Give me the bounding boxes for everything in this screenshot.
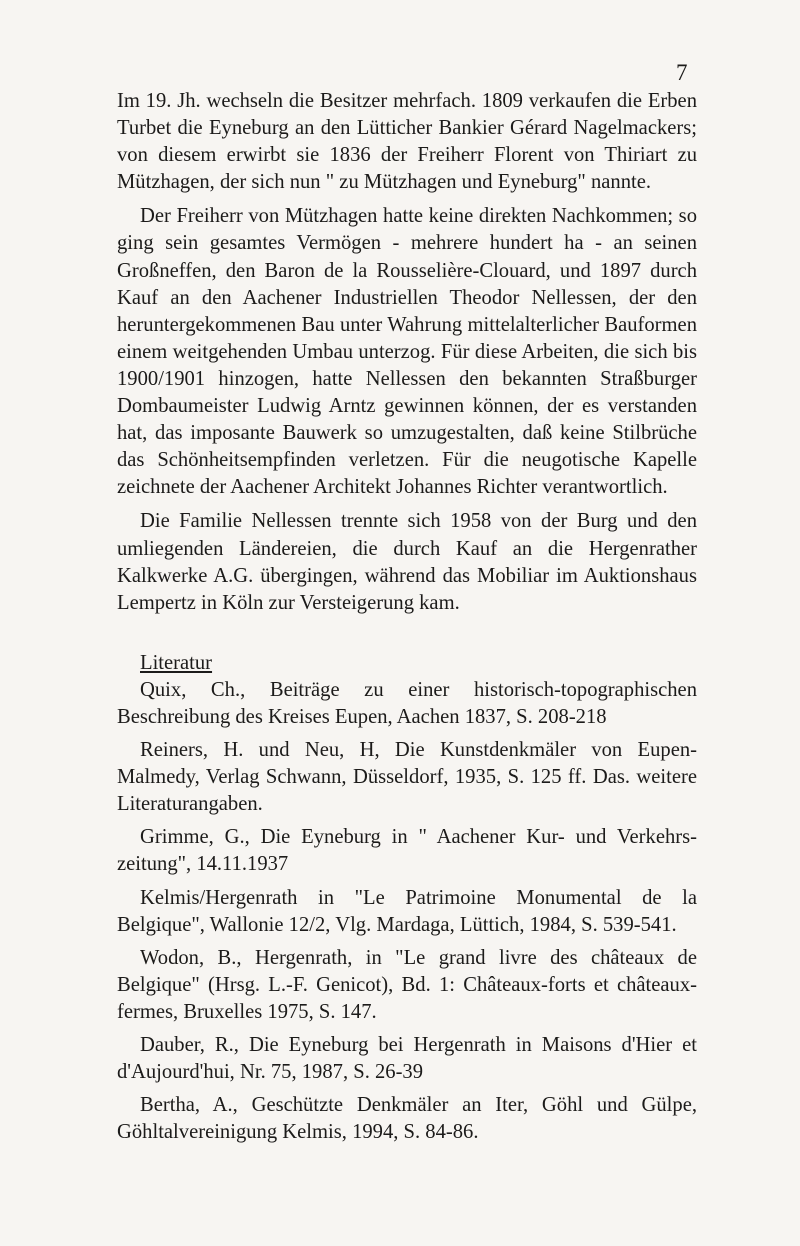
literature-entry: Grimme, G., Die Eyneburg in " Aachener Kur- und Verkehrs-zeitung", 14.11.1937 — [117, 826, 697, 876]
paragraph-sale-1958: Die Familie Nellessen trennte sich 1958 von der Burg und den umliegenden Ländereien, die durch Kauf an die Hergenrather Kalkwerke A.G. übergingen, während das Mobiliar im Auktionshaus Lempertz in Köln zur Versteigerung kam. — [117, 510, 697, 614]
literature-entry: Wodon, B., Hergenrath, in "Le grand livre des châteaux de Belgique" (Hrsg. L.-F. Genicot), Bd. 1: Châteaux-forts et châteaux-fermes, Bruxelles 1975, S. 147. — [117, 946, 697, 1023]
literature-entry: Reiners, H. und Neu, H, Die Kunstdenkmäler von Eupen-Malmedy, Verlag Schwann, Düsseldorf, 1935, S. 125 ff. Das. weitere Literaturangaben. — [117, 739, 697, 816]
literature-list — [117, 677, 697, 1147]
paragraph-owners-19th-century: Im 19. Jh. wechseln die Besitzer mehrfach. 1809 verkaufen die Erben Turbet die Eyneburg an den Lütticher Bankier Gérard Nagelmackers; von diesem erwirbt sie 1836 der Freiherr Florent von Thiriart zu Mützhagen, der sich nun " zu Mützhagen und Eyneburg" nannte. — [117, 90, 697, 194]
page-number: 7 — [676, 60, 688, 85]
paragraph-nellessen-renovation: Der Freiherr von Mützhagen hatte keine direkten Nachkommen; so ging sein gesamtes Vermögen - mehrere hundert ha - an seinen Großneffen, den Baron de la Rousselière-Clouard, und 1897 durch Kauf an den Aachener Industriellen Theodor Nellessen, der den heruntergekommenen Bau unter Wahrung mittelalterlicher Bauformen einem weitgehenden Umbau unterzog. Für diese Arbeiten, die sich bis 1900/1901 hinzogen, hatte Nellessen den bekannten Straßburger Dombaumeister Ludwig Arntz gewinnen können, der es verstanden hat, das imposante Bauwerk so umzugestalten, daß keine Stilbrüche das Schönheitsempfinden verletzen. Für die neugotische Kapelle zeichnete der Aachener Architekt Johannes Richter verantwortlich. — [117, 205, 697, 499]
literature-entry: Quix, Ch., Beiträge zu einer historisch-topographischen Beschreibung des Kreises Eupen, Aachen 1837, S. 208-218 — [117, 678, 697, 728]
literature-entry: Kelmis/Hergenrath in "Le Patrimoine Monumental de la Belgique", Wallonie 12/2, Vlg. Mardaga, Lüttich, 1984, S. 539-541. — [117, 886, 697, 936]
page-content — [117, 88, 697, 1152]
literature-entry: Dauber, R., Die Eyneburg bei Hergenrath in Maisons d'Hier et d'Aujourd'hui, Nr. 75, 1987, S. 26-39 — [117, 1034, 697, 1084]
literature-heading: Literatur — [140, 651, 213, 674]
literature-entry: Bertha, A., Geschützte Denkmäler an Iter, Göhl und Gülpe, Göhltalvereinigung Kelmis, 1994, S. 84-86. — [117, 1094, 697, 1144]
